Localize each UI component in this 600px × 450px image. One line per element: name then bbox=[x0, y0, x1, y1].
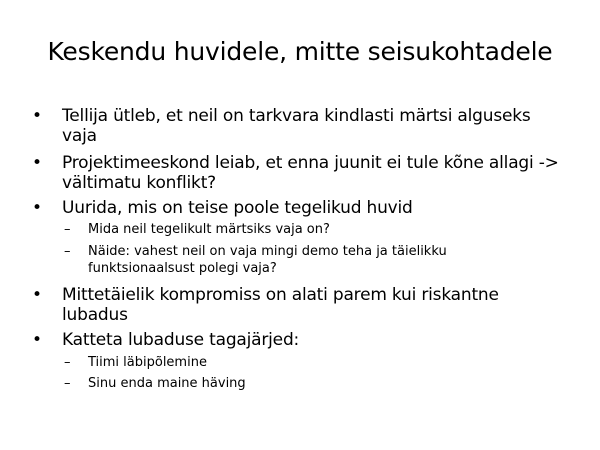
sub-bullet-item bbox=[64, 375, 246, 392]
slide-title: Keskendu huvidele, mitte seisukohtadele bbox=[47, 37, 553, 66]
bullet-item bbox=[32, 153, 559, 193]
bullet-text-line: Uurida, mis on teise poole tegelikud huvid bbox=[62, 198, 413, 218]
bullet-text-line: Mittetäielik kompromiss on alati parem kui riskantne bbox=[62, 285, 499, 305]
bullet-text-line: lubadus bbox=[62, 305, 128, 325]
sub-bullet-item bbox=[64, 354, 207, 371]
sub-bullet-text-line: Sinu enda maine häving bbox=[88, 376, 246, 391]
sub-bullet-text-line: funktsionaalsust polegi vaja? bbox=[88, 261, 277, 276]
sub-bullet-text-line: Tiimi läbipõlemine bbox=[88, 355, 207, 370]
bullet-item bbox=[32, 285, 499, 325]
sub-bullet-text-line: Mida neil tegelikult märtsiks vaja on? bbox=[88, 222, 330, 237]
sub-bullet-text-line: Näide: vahest neil on vaja mingi demo teha ja täielikku bbox=[88, 244, 447, 259]
bullet-item bbox=[32, 198, 413, 218]
sub-bullet-item bbox=[64, 221, 330, 238]
bullet-text-line: Tellija ütleb, et neil on tarkvara kindlasti märtsi alguseks bbox=[62, 106, 531, 126]
bullet-marker: • bbox=[32, 153, 42, 173]
bullet-text-line: vaja bbox=[62, 126, 97, 146]
sub-bullet-item bbox=[64, 243, 447, 277]
bullet-item bbox=[32, 106, 531, 146]
sub-bullet-marker: – bbox=[64, 376, 71, 391]
bullet-text-line: Projektimeeskond leiab, et enna juunit ei tule kõne allagi -> bbox=[62, 153, 559, 173]
bullet-item bbox=[32, 330, 300, 350]
sub-bullet-marker: – bbox=[64, 244, 71, 259]
bullet-marker: • bbox=[32, 285, 42, 305]
bullet-marker: • bbox=[32, 330, 42, 350]
sub-bullet-marker: – bbox=[64, 222, 71, 237]
bullet-marker: • bbox=[32, 106, 42, 126]
bullet-marker: • bbox=[32, 198, 42, 218]
bullet-text-line: vältimatu konflikt? bbox=[62, 173, 216, 193]
bullet-text-line: Katteta lubaduse tagajärjed: bbox=[62, 330, 300, 350]
sub-bullet-marker: – bbox=[64, 355, 71, 370]
